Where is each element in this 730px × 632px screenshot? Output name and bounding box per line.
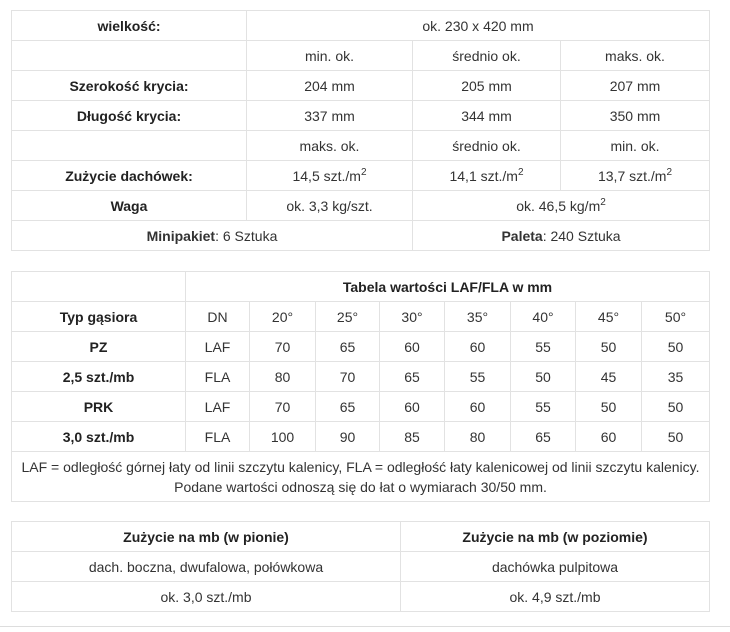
pallet-value: : 240 Sztuka [542,227,621,244]
header-avg: średnio ok. [413,41,561,71]
bottom-divider [0,626,730,627]
ridge-value: 65 [511,422,576,452]
ridge-kind: FLA [186,422,250,452]
ridge-value: 50 [511,362,576,392]
cover-length-row [12,101,710,131]
pallet-cell [413,221,710,251]
ridge-row [12,362,710,392]
angle-header: 45° [576,302,642,332]
ridge-value: 65 [380,362,445,392]
ridge-row [12,392,710,422]
ridge-value: 50 [576,332,642,362]
ridge-note: LAF = odległość górnej łaty od linii szczytu kalenicy, FLA = odległość łaty kalenicowej od linii szczytu kalenicy. Podane wartości odnoszą się do łat o wymiarach 30/50 mm. [12,452,710,502]
usage-type-row [12,552,710,582]
angle-header: 50° [642,302,710,332]
empty-cell [12,272,186,302]
ridge-value: 55 [445,362,511,392]
ridge-title-row [12,272,710,302]
ridge-table-title: Tabela wartości LAF/FLA w mm [186,272,710,302]
ridge-header-row [12,302,710,332]
usage-label: Zużycie dachówek: [12,161,247,191]
weight-area: ok. 46,5 $kg/m^2$ [413,191,710,221]
usage-row [12,161,710,191]
ridge-row [12,332,710,362]
ridge-type: PZ [12,332,186,362]
size-row [12,11,710,41]
empty-cell [12,131,247,161]
ridge-value: 65 [316,392,380,422]
angle-header: 25° [316,302,380,332]
cover-width-max: 207 mm [561,71,710,101]
ridge-value: 65 [316,332,380,362]
dn-header: DN [186,302,250,332]
usage-vertical-header: Zużycie na mb (w pionie) [12,522,401,552]
range-header-row [12,41,710,71]
ridge-value: 55 [511,332,576,362]
ridge-value: 50 [642,392,710,422]
usage-vertical-value: ok. 3,0 szt./mb [12,582,401,612]
range-header-row-2 [12,131,710,161]
ridge-value: 70 [250,392,316,422]
ridge-value: 50 [576,392,642,422]
cover-length-min: 337 mm [247,101,413,131]
empty-cell [12,41,247,71]
usage-avg: 14,1 $szt./m^2$ [413,161,561,191]
weight-row [12,191,710,221]
weight-label: Waga [12,191,247,221]
ridge-value: 35 [642,362,710,392]
header2-avg: średnio ok. [413,131,561,161]
ridge-value: 60 [380,332,445,362]
cover-width-min: 204 mm [247,71,413,101]
usage-horizontal-type: dachówka pulpitowa [401,552,710,582]
usage-horizontal-header: Zużycie na mb (w poziomie) [401,522,710,552]
ridge-type: 3,0 szt./mb [12,422,186,452]
ridge-value: 50 [642,332,710,362]
ridge-value: 100 [250,422,316,452]
ridge-value: 55 [511,392,576,422]
usage-per-meter-table [11,521,710,612]
size-label: wielkość: [12,11,247,41]
angle-header: 30° [380,302,445,332]
ridge-kind: LAF [186,332,250,362]
header2-max: maks. ok. [247,131,413,161]
usage-value-row [12,582,710,612]
header-min: min. ok. [247,41,413,71]
ridge-value: 45 [576,362,642,392]
usage-max: 14,5 $szt./m^2$ [247,161,413,191]
ridge-kind: LAF [186,392,250,422]
usage-header-row [12,522,710,552]
ridge-kind: FLA [186,362,250,392]
ridge-value: 60 [445,332,511,362]
ridge-value: 60 [445,392,511,422]
type-header: Typ gąsiora [12,302,186,332]
angle-header: 20° [250,302,316,332]
usage-min: 13,7 $szt./m^2$ [561,161,710,191]
weight-piece: ok. 3,3 kg/szt. [247,191,413,221]
usage-vertical-type: dach. boczna, dwufalowa, połówkowa [12,552,401,582]
header2-min: min. ok. [561,131,710,161]
cover-length-avg: 344 mm [413,101,561,131]
ridge-value: 50 [642,422,710,452]
pallet-label: Paleta [501,227,543,244]
ridge-type: PRK [12,392,186,422]
ridge-type: 2,5 szt./mb [12,362,186,392]
ridge-value: 60 [380,392,445,422]
ridge-row [12,422,710,452]
angle-header: 35° [445,302,511,332]
minipack-cell [12,221,413,251]
cover-width-row [12,71,710,101]
specification-table [11,10,710,251]
ridge-value: 80 [250,362,316,392]
ridge-value: 80 [445,422,511,452]
angle-header: 40° [511,302,576,332]
minipack-value: : 6 Sztuka [215,227,278,244]
ridge-value: 85 [380,422,445,452]
cover-length-max: 350 mm [561,101,710,131]
ridge-value: 70 [250,332,316,362]
ridge-value: 70 [316,362,380,392]
cover-width-label: Szerokość krycia: [12,71,247,101]
ridge-note-row [12,452,710,502]
ridge-values-table [11,271,710,502]
packaging-row [12,221,710,251]
ridge-value: 60 [576,422,642,452]
ridge-value: 90 [316,422,380,452]
usage-horizontal-value: ok. 4,9 szt./mb [401,582,710,612]
size-value: ok. 230 x 420 mm [247,11,710,41]
cover-width-avg: 205 mm [413,71,561,101]
header-max: maks. ok. [561,41,710,71]
cover-length-label: Długość krycia: [12,101,247,131]
minipack-label: Minipakiet [146,227,216,244]
